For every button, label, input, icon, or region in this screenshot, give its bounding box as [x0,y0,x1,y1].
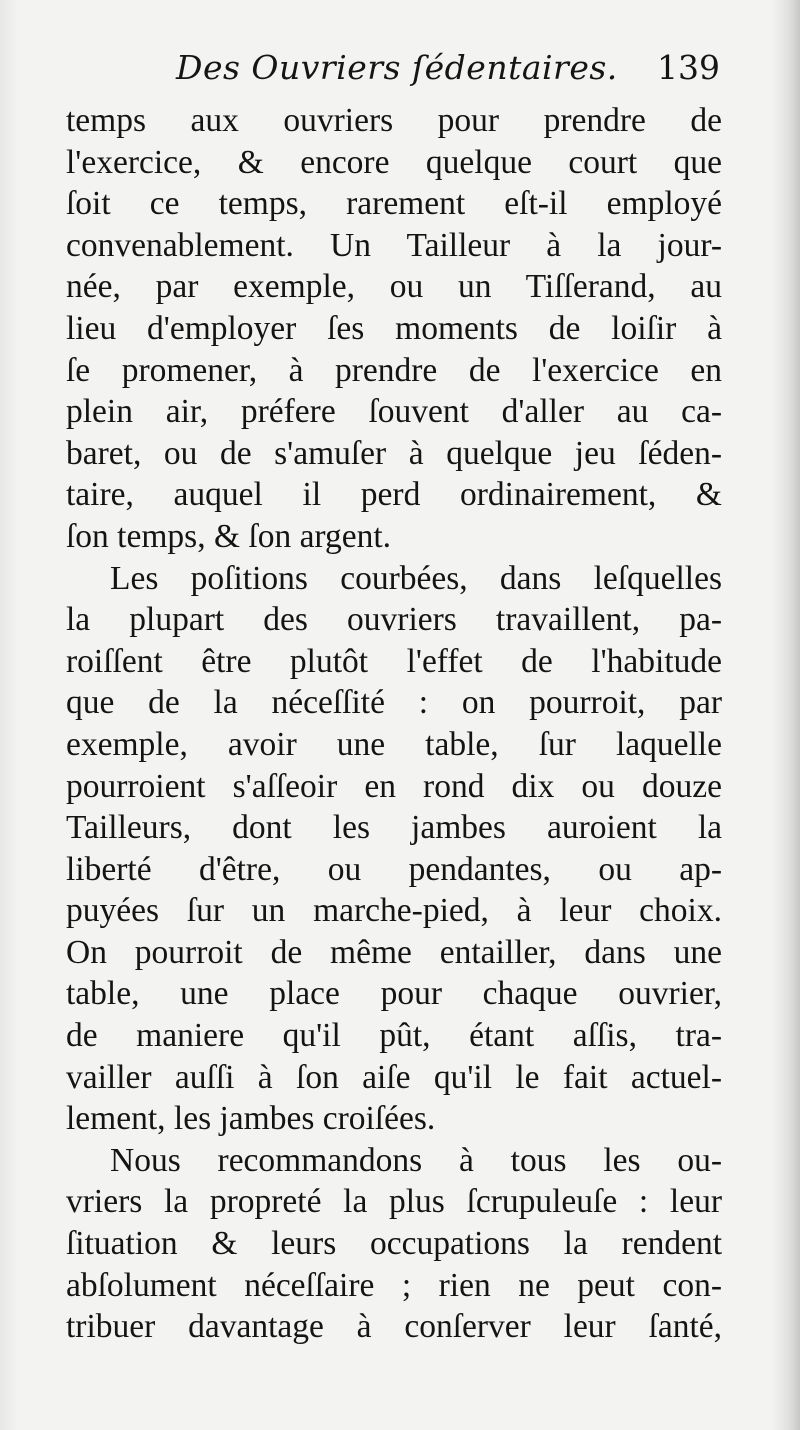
text-line: convenablement. Un Tailleur à la jour- [66,226,722,264]
text-line: baret, ou de s'amuſer à quelque jeu ſéden- [66,434,722,472]
text-line: lement, les jambes croiſées. [66,1100,436,1138]
paragraph [66,1140,722,1348]
text-line: abſolument néceſſaire ; rien ne peut con- [66,1266,722,1304]
text-line: vriers la propreté la plus ſcrupuleuſe : leur [66,1183,722,1221]
text-line: ſoit ce temps, rarement eſt-il employé [66,185,722,223]
text-line: tribuer davantage à conſerver leur ſanté, [66,1308,722,1346]
text-line: lieu d'employer ſes moments de loiſir à [66,309,722,347]
text-line: taire, auquel il perd ordinairement, & [66,476,722,514]
text-line: Nous recommandons à tous les ou- [110,1141,722,1179]
page-number: 139 [657,48,720,87]
text-line: ſon temps, & ſon argent. [66,517,392,555]
text-body [66,100,722,1348]
text-line: plein air, préfere ſouvent d'aller au ca- [66,393,722,431]
text-line: ſituation & leurs occupations la rendent [66,1225,722,1263]
page-gutter-shadow [0,0,18,1430]
text-line: roiſſent être plutôt l'effet de l'habitude [66,642,722,680]
text-line: Tailleurs, dont les jambes auroient la [66,809,722,847]
text-line: puyées ſur un marche-pied, à leur choix. [66,892,722,930]
paragraph [66,100,722,558]
text-line: née, par exemple, ou un Tiſſerand, au [66,268,722,306]
running-head-title: Des Ouvriers ſédentaires. [176,48,618,87]
running-head [76,46,720,96]
text-line: vailler auſſi à ſon aiſe qu'il le fait actuel- [66,1058,722,1096]
text-line: de maniere qu'il pût, étant aſſis, tra- [66,1017,722,1055]
page-edge-shadow [772,0,800,1430]
text-line: On pourroit de même entailler, dans une [66,933,722,971]
text-line: exemple, avoir une table, ſur laquelle [66,725,722,763]
text-line: temps aux ouvriers pour prendre de [66,102,722,139]
text-line: liberté d'être, ou pendantes, ou ap- [66,850,722,888]
text-line: Les poſitions courbées, dans leſquelles [110,559,722,597]
text-line: table, une place pour chaque ouvrier, [66,975,722,1013]
text-line: ſe promener, à prendre de l'exercice en [66,351,722,389]
text-line: l'exercice, & encore quelque court que [66,143,722,181]
paragraph [66,558,722,1140]
text-line: pourroient s'aſſeoir en rond dix ou douze [66,767,722,805]
text-line: que de la néceſſité : on pourroit, par [66,684,722,722]
text-line: la plupart des ouvriers travaillent, pa- [66,601,722,639]
